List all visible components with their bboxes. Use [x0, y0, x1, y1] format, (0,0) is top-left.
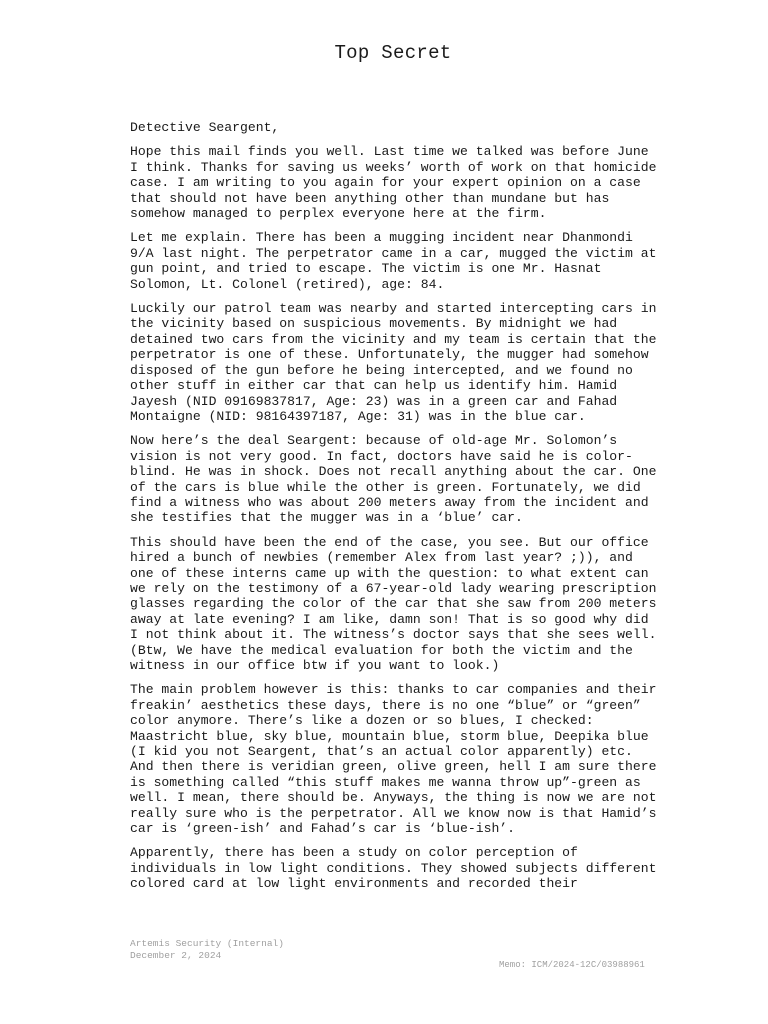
footer-date: December 2, 2024 [130, 950, 222, 961]
footer-memo-id: Memo: ICM/2024-12C/03988961 [499, 960, 645, 970]
footer-organization: Artemis Security (Internal) [130, 938, 284, 949]
paragraph: Apparently, there has been a study on color perception of individuals in low light conditions. They showed subjects different colored card at low light environments and recorded their [130, 845, 657, 892]
paragraph: Let me explain. There has been a mugging incident near Dhanmondi 9/A last night. The perpetrator came in a car, mugged the victim at gun point, and tried to escape. The victim is one Mr. Hasnat Solomon, Lt. Colonel (retired), age: 84. [130, 230, 657, 292]
salutation: Detective Seargent, [130, 120, 280, 135]
letter-body [130, 120, 660, 901]
paragraph: The main problem however is this: thanks to car companies and their freakin’ aesthetics these days, there is no one “blue” or “green” color anymore. There’s like a dozen or so blues, I checked: Maastricht blue, sky blue, mountain blue, storm blue, Deepika blue (I kid you not Seargent, that’s an actual color apparently) etc. And then there is veridian green, olive green, hell I am sure there is something called “this stuff makes me wanna throw up”-green as well. I mean, there should be. Anyways, the thing is now we are not really sure who is the perpetrator. All we know now is that Hamid’s car is ‘green-ish’ and Fahad’s car is ‘blue-ish’. [130, 682, 657, 837]
footer-org-info [130, 938, 284, 962]
paragraph: Now here’s the deal Seargent: because of old-age Mr. Solomon’s vision is not very good. In fact, doctors have said he is color- blind. He was in shock. Does not recall anything about the car. One of the cars is blue while the other is green. Fortunately, we did find a witness who was about 200 meters away from the incident and she testifies that the mugger was in a ‘blue’ car. [130, 433, 657, 526]
page-title: Top Secret [334, 42, 452, 64]
paragraph: This should have been the end of the case, you see. But our office hired a bunch of newbies (remember Alex from last year? ;)), and one of these interns came up with the question: to what extent can we rely on the testimony of a 67-year-old lady wearing prescription glasses regarding the color of the car that she saw from 200 meters away at late evening? I am like, damn son! That is so good why did I not think about it. The witness’s doctor says that she sees well. (Btw, We have the medical evaluation for both the victim and the witness in our office btw if you want to look.) [130, 534, 657, 673]
paragraph: Hope this mail finds you well. Last time we talked was before June I think. Thanks for saving us weeks’ worth of work on that homicide case. I am writing to you again for your expert opinion on a case that should not have been anything other than mundane but has somehow managed to perplex everyone here at the firm. [130, 144, 657, 222]
paragraph: Luckily our patrol team was nearby and started intercepting cars in the vicinity based on suspicious movements. By midnight we had detained two cars from the vicinity and my team is certain that the perpetrator is one of these. Unfortunately, the mugger had somehow disposed of the gun before he being intercepted, and we found no other stuff in either car that can help us identify him. Hamid Jayesh (NID 09169837817, Age: 23) was in a green car and Fahad Montaigne (NID: 98164397187, Age: 31) was in the blue car. [130, 301, 657, 424]
